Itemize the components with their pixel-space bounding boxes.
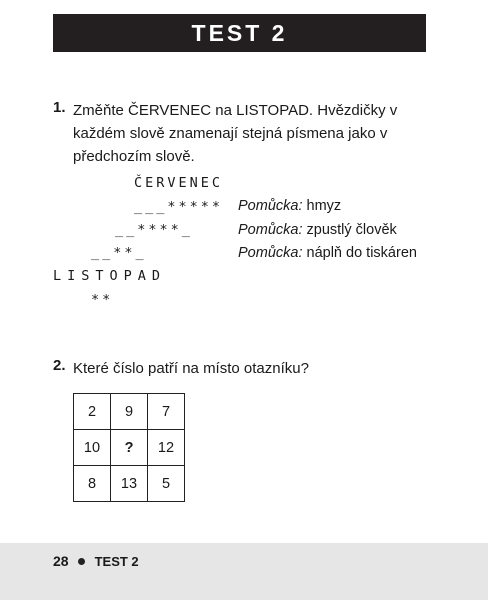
word-row-5: LISTOPAD <box>53 268 167 284</box>
question-1-text: Změňte ČERVENEC na LISTOPAD. Hvězdičky v každém slově znamenají stejná písmena jako v předchozím slově. <box>73 102 398 165</box>
hint-row-4 <box>238 245 417 261</box>
grid-cell: 2 <box>74 394 111 430</box>
grid-cell: 7 <box>148 394 185 430</box>
hint-row-3 <box>238 222 397 238</box>
grid-row <box>74 394 185 430</box>
word-row-1: ČERVENEC <box>134 175 224 191</box>
grid-cell: 10 <box>74 430 111 466</box>
question-2-number: 2. <box>53 357 66 374</box>
hint-text: zpustlý člověk <box>302 222 397 238</box>
grid-row <box>74 430 185 466</box>
number-grid <box>73 393 185 502</box>
hint-row-2 <box>238 198 341 214</box>
grid-row <box>74 466 185 502</box>
bullet-icon <box>78 558 85 565</box>
test-title-bar <box>53 14 426 52</box>
grid-cell: 8 <box>74 466 111 502</box>
word-row-4: __**_ <box>91 245 147 261</box>
footer-test-label: TEST 2 <box>94 553 139 569</box>
hint-text: hmyz <box>302 198 342 214</box>
question-1-number: 1. <box>53 99 66 116</box>
page-number: 28 <box>53 553 69 569</box>
grid-cell: 12 <box>148 430 185 466</box>
grid-cell: 5 <box>148 466 185 502</box>
grid-cell: 9 <box>111 394 148 430</box>
test-title: TEST 2 <box>191 19 288 46</box>
page-footer <box>0 543 488 600</box>
hint-label: Pomůcka: <box>238 222 303 238</box>
hint-label: Pomůcka: <box>238 245 303 261</box>
question-2-text: Které číslo patří na místo otazníku? <box>73 360 309 377</box>
grid-cell: 13 <box>111 466 148 502</box>
hint-text: náplň do tiskáren <box>302 245 417 261</box>
hint-label: Pomůcka: <box>238 198 303 214</box>
word-row-6: ** <box>91 292 114 308</box>
word-row-3: __****_ <box>115 222 193 238</box>
grid-cell-question-mark: ? <box>111 430 148 466</box>
footer-label <box>53 553 139 569</box>
word-row-2: ___***** <box>134 199 224 215</box>
